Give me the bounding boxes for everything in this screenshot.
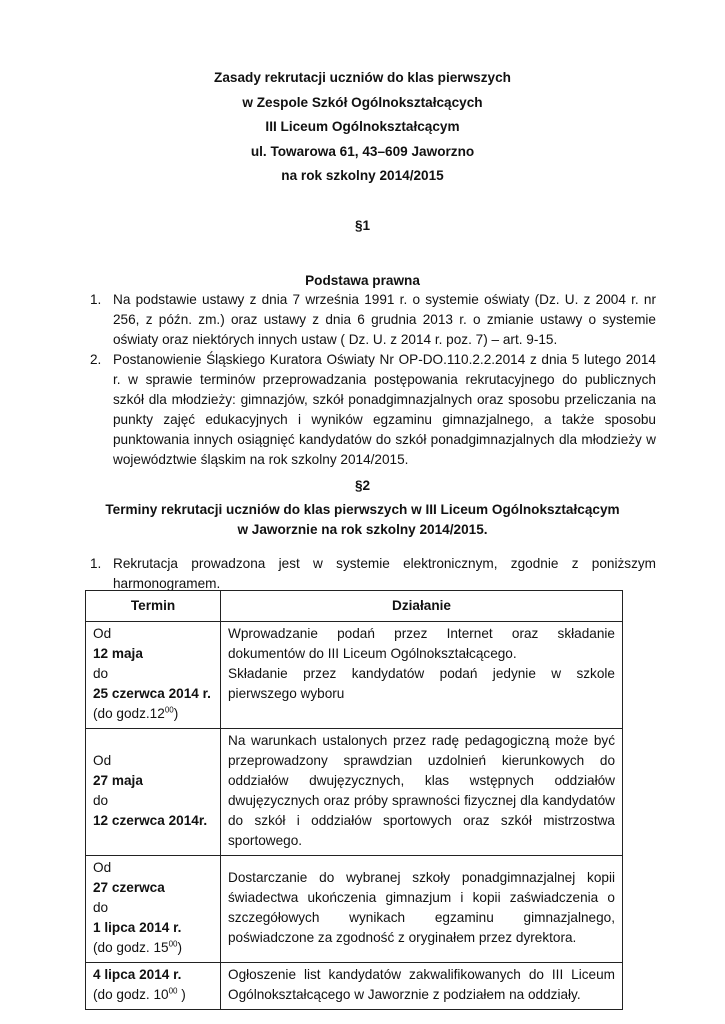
term-deadline: (do godz. $10^{00}$ ) <box>93 986 186 1002</box>
header-line-1: Zasady rekrutacji uczniów do klas pierwszych <box>214 70 511 85</box>
column-header-termin: Termin <box>86 591 221 622</box>
term-date-start: 4 lipca 2014 r. <box>93 967 182 982</box>
item-text: Postanowienie Śląskiego Kuratora Oświaty Nr OP-DO.110.2.2.2014 z dnia 5 lutego 2014 r. w sprawie terminów przeprowadzania postępowania rekrutacyjnego do publicznych szkół dla młodzieży: gimnazjów, szkół ponadgimnazjalnych oraz sposobu przeliczania na punkty zajęć edukacyjnych i wyników egzaminu gimnazjalnego, a także sposobu punktowania innych osiągnięć kandydatów do szkół ponadgimnazjalnych dla młodzieży w województwie śląskim na rok szkolny 2014/2015. <box>113 352 656 467</box>
term-to: do <box>93 793 109 808</box>
term-date-end: 25 czerwca 2014 r. <box>93 686 211 701</box>
term-to: do <box>93 900 109 915</box>
term-date-start: 27 maja <box>93 773 143 788</box>
table-row <box>86 963 623 1010</box>
term-from: Od <box>93 753 112 768</box>
term-cell <box>86 856 221 963</box>
action-cell <box>221 622 623 729</box>
action-text: Wprowadzanie podań przez Internet oraz składanie dokumentów do III Liceum Ogólnokształcącego. <box>228 626 615 661</box>
section1-item-1 <box>90 290 656 350</box>
section1-symbol: §1 <box>354 218 371 233</box>
item-number: 1. <box>90 292 102 307</box>
item-text: Rekrutacja prowadzona jest w systemie elektronicznym, zgodnie z poniższym harmonogramem. <box>113 556 656 591</box>
column-header-dzialanie: Działanie <box>221 591 623 622</box>
action-cell: Na warunkach ustalonych przez radę pedagogiczną może być przeprowadzony sprawdzian uzdolnień kierunkowych do oddziałów dwujęzycznych, klas wstępnych oddziałów dwujęzycznych oraz próby sprawności fizycznej dla kandydatów do szkół i oddziałów sportowych oraz szkół mistrzostwa sportowego. <box>221 729 623 856</box>
item-number: 2. <box>90 352 102 367</box>
section1-item-2 <box>90 350 656 470</box>
schedule-table <box>85 590 623 1010</box>
table-row <box>86 622 623 729</box>
term-deadline: (do $godz.12^{00}$) <box>93 705 179 721</box>
section2-title-line-2: w Jaworznie na rok szkolny 2014/2015. <box>237 522 488 537</box>
action-cell <box>221 856 623 963</box>
action-text-2: Składanie przez kandydatów podań jedynie w szkole pierwszego wyboru <box>228 666 615 701</box>
header-line-4: ul. Towarowa 61, 43–609 Jaworzno <box>250 144 475 159</box>
term-to: do <box>93 666 109 681</box>
item-number: 1. <box>90 556 102 571</box>
header-line-2: w Zespole Szkół Ogólnokształcących <box>242 95 483 110</box>
term-cell <box>86 729 221 856</box>
header-line-5: na rok szkolny 2014/2015 <box>281 168 444 183</box>
term-cell <box>86 963 221 1010</box>
term-date-end: 1 lipca 2014 r. <box>93 920 182 935</box>
action-cell: Ogłoszenie list kandydatów zakwalifikowanych do III Liceum Ogólnokształcącego w Jaworznie z podziałem na oddziały. <box>221 963 623 1010</box>
header-line-3: III Liceum Ogólnokształcącym <box>265 119 460 134</box>
table-header-row <box>86 591 623 622</box>
action-text: Dostarczanie do wybranej szkoły ponadgimnazjalnej kopii świadectwa ukończenia gimnazjum i kopii zaświadczenia o szczegółowych wynikach egzaminu gimnazjalnego, poświadczone za zgodność z oryginałem przez dyrektora. <box>228 870 615 945</box>
section2-symbol: §2 <box>354 478 371 493</box>
section1-title: Podstawa prawna <box>305 273 420 288</box>
term-date-start: 12 maja <box>93 646 143 661</box>
section2-title-line-1: Terminy rekrutacji uczniów do klas pierwszych w III Liceum Ogólnokształcącym <box>105 502 620 517</box>
table-row <box>86 856 623 963</box>
item-text: Na podstawie ustawy z dnia 7 września 1991 r. o systemie oświaty (Dz. U. z 2004 r. nr 256, z późn. zm.) oraz ustawy z dnia 6 grudnia 2013 r. o zmianie ustawy o systemie oświaty oraz niektórych innych ustaw ( Dz. U. z 2014 r. poz. 7) – art. 9-15. <box>113 292 656 347</box>
term-from: Od <box>93 626 112 641</box>
section2-item-1 <box>90 554 656 594</box>
term-deadline: (do godz. $15^{00}$) <box>93 939 183 955</box>
table-row <box>86 729 623 856</box>
term-date-start: 27 czerwca <box>93 880 165 895</box>
term-cell <box>86 622 221 729</box>
term-from: Od <box>93 860 112 875</box>
term-date-end: 12 czerwca 2014r. <box>93 813 208 828</box>
